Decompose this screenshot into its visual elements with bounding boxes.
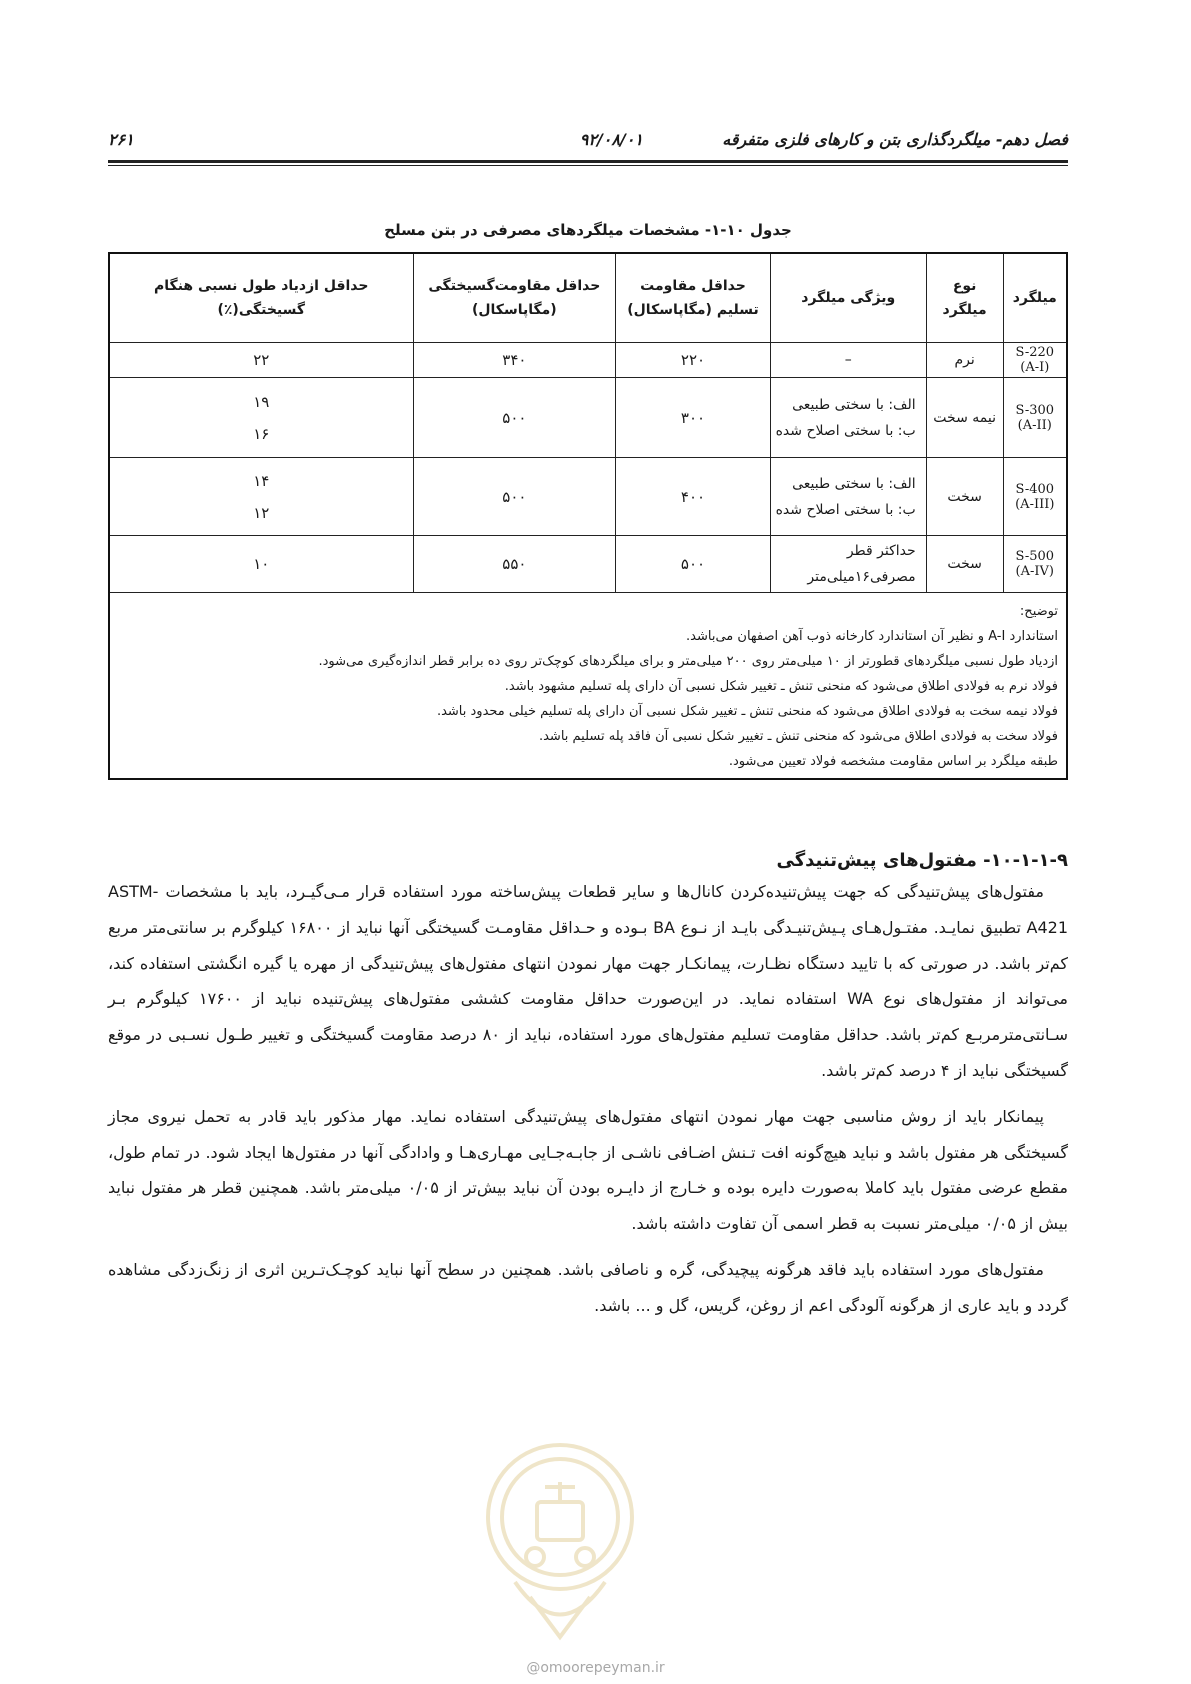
rebar-spec-table [108,252,1068,780]
table-notes [109,593,1067,780]
type-cell: سخت [926,536,1003,593]
ultimate-cell: ۵۵۰ [413,536,616,593]
grade-code: S-300 [1015,402,1055,418]
note-line: طبقه میلگرد بر اساس مقاومت مشخصه فولاد تعیین می‌شود. [728,754,1058,769]
header-grade: میلگرد [1003,253,1067,343]
elongation-value: ۱۹ [253,392,270,411]
elongation-value: ۱۰ [253,555,270,573]
grade-code: S-220 [1015,345,1055,360]
table-row [109,536,1067,593]
elongation-cell [109,378,413,458]
grade-class: (A-II) [1017,417,1052,433]
body-text [108,874,1068,1324]
elongation-value: ۲۲ [253,351,270,369]
header-rule-thin [108,165,1068,166]
paragraph: مفتول‌های مورد استفاده باید فاقد هرگونه پیچیدگی، گره و ناصافی باشد. همچنین در سطح آنها نباید کوچـک‌تـرین اثری از زنگ‌زدگی مشاهده گردد و باید عاری از هرگونه آلودگی اعم از روغن، گریس، گل و ... باشد. [108,1259,1068,1315]
grade-cell [1003,536,1067,593]
header-rule [108,160,1068,163]
page-number: ۲۶۱ [108,130,134,149]
note-line: فولاد نرم به فولادی اطلاق می‌شود که منحنی تنش ـ تغییر شکل نسبی آن دارای پله تسلیم مشهود باشد. [504,679,1058,694]
header-type: نوع میلگرد [926,253,1003,343]
elongation-cell [109,458,413,536]
section-title: ۱۰-۱-۱-۹- مفتول‌های پیش‌تنیدگی [776,850,1068,871]
watermark-seal-icon [475,1432,645,1652]
table-header-row [109,253,1067,343]
feature-cell: – [770,343,926,378]
paragraph: مفتول‌های پیش‌تنیدگی که جهت پیش‌تنیده‌کردن کانال‌ها و سایر قطعات پیش‌ساخته مورد استفاده قرار مـی‌گیـرد، باید با مشخصات ASTM-A421 تطبیق نمایـد. مفتـول‌هـای پـیش‌تنیـدگی بایـد از نـوع BA بـوده و حـداقل مقاومـت گسیختگی آنها نباید از ۱۶۸۰۰ کیلوگرم بر سانتی‌متر مربع کم‌تر باشد. در صورتی که با تایید دستگاه نظـارت، پیمانکـار جهت مهار نمودن انتهای مفتول‌های پیش‌تنیدگی از مهره یا گیره انگشتی استفاده کند، می‌تواند از مفتول‌های نوع WA استفاده نماید. در این‌صورت حداقل مقاومت کششی مفتول‌های پیش‌تنیده نباید از ۱۷۶۰۰ کیلوگرم بـر سـانتی‌مترمربـع کم‌تر باشد. حداقل مقاومت تسلیم مفتول‌های مورد استفاده، نباید از ۸۰ درصد مقاومت گسیختگی و تغییر طـول نسـبی در موقع گسیختگی نباید از ۴ درصد کم‌تر باشد. [108,882,1069,1080]
header-date: ۹۲/۰۸/۰۱ [579,130,643,149]
elongation-value: ۱۶ [253,424,270,443]
note-line: فولاد نیمه سخت به فولادی اطلاق می‌شود که منحنی تنش ـ تغییر شکل نسبی آن دارای پله تسلیم خیلی محدود باشد. [436,704,1058,719]
elongation-cell [109,536,413,593]
table-row [109,458,1067,536]
type-cell: نرم [926,343,1003,378]
ultimate-cell: ۳۴۰ [413,343,616,378]
ultimate-cell: ۵۰۰ [413,378,616,458]
table-caption: جدول ۱۰-۱- مشخصات میلگردهای مصرفی در بتن مسلح [384,221,792,239]
header-feature: ویژگی میلگرد [770,253,926,343]
feature-cell: حداکثر قطر مصرفی۱۶میلی‌متر [770,536,926,593]
feature-cell: الف: با سختی طبیعی ب: با سختی اصلاح شده [770,378,926,458]
table-notes-row [109,593,1067,780]
notes-title: توضیح: [1019,604,1058,619]
yield-cell: ۴۰۰ [616,458,771,536]
note-line: استاندارد A-I و نظیر آن استاندارد کارخانه ذوب آهن اصفهان می‌باشد. [686,629,1058,644]
yield-cell: ۵۰۰ [616,536,771,593]
yield-cell: ۳۰۰ [616,378,771,458]
grade-code: S-500 [1015,549,1055,564]
type-cell: سخت [926,458,1003,536]
ultimate-cell: ۵۰۰ [413,458,616,536]
grade-class: (A-III) [1015,496,1055,512]
header-yield: حداقل مقاومت تسلیم (مگاپاسکال) [616,253,771,343]
elongation-value: ۱۲ [253,503,270,522]
grade-class: (A-IV) [1015,564,1054,579]
grade-cell [1003,378,1067,458]
header-elongation: حداقل ازدیاد طول نسبی هنگام گسیختگی(٪) [109,253,413,343]
grade-cell [1003,458,1067,536]
paragraph: پیمانکار باید از روش مناسبی جهت مهار نمودن انتهای مفتول‌های پیش‌تنیدگی استفاده نماید. مهار مذکور باید قادر به تحمل نیروی مجاز گسیختگی هر مفتول باشد و نباید هیچ‌گونه افت تـنش اضـافی ناشـی از جابـه‌جـایی مهـاری‌هـا و وادادگی آنها در مفتول‌ها ایجاد شود. در تمام طول، مقطع عرضی مفتول باید کاملا به‌صورت دایره بوده و خـارج از دایـره بودن آن نباید بیش‌تر از ۰/۰۵ میلی‌متر باشد. همچنین قطر هر مفتول نباید بیش از ۰/۰۵ میلی‌متر نسبت به قطر اسمی آن تفاوت داشته باشد. [108,1106,1069,1234]
grade-code: S-400 [1015,481,1055,497]
grade-class: (A-I) [1020,360,1050,375]
header-ultimate: حداقل مقاومت‌گسیختگی (مگاپاسکال) [413,253,616,343]
chapter-title: فصل دهم- میلگردگذاری بتن و کارهای فلزی متفرقه [722,130,1068,149]
yield-cell: ۲۲۰ [616,343,771,378]
note-line: ازدیاد طول نسبی میلگردهای قطورتر از ۱۰ میلی‌متر روی ۲۰۰ میلی‌متر و برای میلگردهای کوچک‌تر روی ده برابر قطر اندازه‌گیری می‌شود. [318,654,1058,669]
table-row [109,343,1067,378]
table-row [109,378,1067,458]
note-line: فولاد سخت به فولادی اطلاق می‌شود که منحنی تنش ـ تغییر شکل نسبی آن فاقد پله تسلیم باشد. [538,729,1058,744]
feature-cell: الف: با سختی طبیعی ب: با سختی اصلاح شده [770,458,926,536]
grade-cell [1003,343,1067,378]
elongation-value: ۱۴ [253,471,270,490]
type-cell: نیمه سخت [926,378,1003,458]
elongation-cell [109,343,413,378]
watermark-url: @omoorepeyman.ir [526,1660,665,1676]
page-header [108,130,1068,158]
